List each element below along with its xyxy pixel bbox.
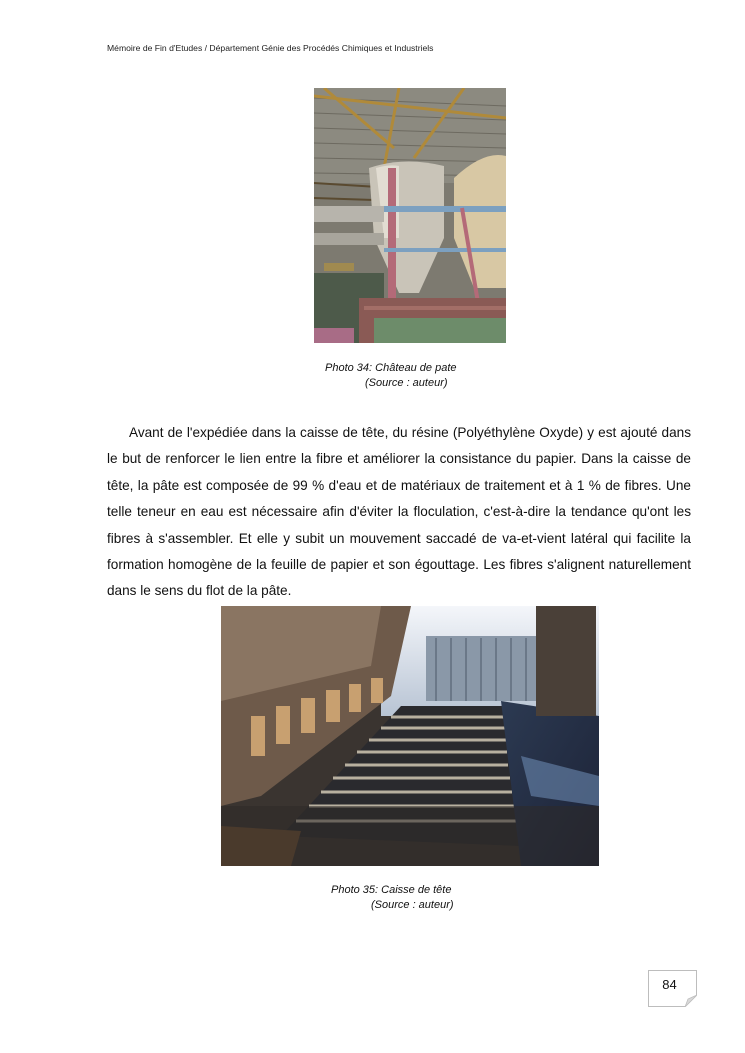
caption-title: Photo 34: Château de pate xyxy=(325,362,457,374)
body-paragraph: Avant de l'expédiée dans la caisse de tête, du résine (Polyéthylène Oxyde) y est ajouté dans le but de renforcer le lien entre la fibre et améliorer la consistance du papier. Dans la caisse de tête, la pâte est composée de 99 % d'eau et de matériaux de traitement et à 1 % de fibres. Une telle teneur en eau est nécessaire afin d'éviter la floculation, c'est-à-dire la tendance qu'ont les fibres à s'assembler. Et elle y subit un mouvement saccadé de va-et-vient latéral qui facilite la formation homogène de la feuille de papier et son égouttage. Les fibres s'alignent naturellement dans le sens du flot de la pâte. xyxy=(107,425,691,599)
body-paragraph-block xyxy=(107,420,691,605)
page-curl-icon xyxy=(685,995,697,1007)
caption-title: Photo 35: Caisse de tête xyxy=(331,884,452,896)
figure-caption-35 xyxy=(331,883,454,913)
photo-caisse-de-tete xyxy=(221,606,599,866)
page-number: 84 xyxy=(662,977,677,992)
page-number-box xyxy=(648,970,697,1007)
photo-chateau-de-pate xyxy=(314,88,506,343)
running-header: Mémoire de Fin d'Etudes / Département Génie des Procédés Chimiques et Industriels xyxy=(107,43,434,53)
caption-source: (Source : auteur) xyxy=(365,377,448,389)
figure-caption-34 xyxy=(325,361,457,391)
caption-source: (Source : auteur) xyxy=(371,899,454,911)
